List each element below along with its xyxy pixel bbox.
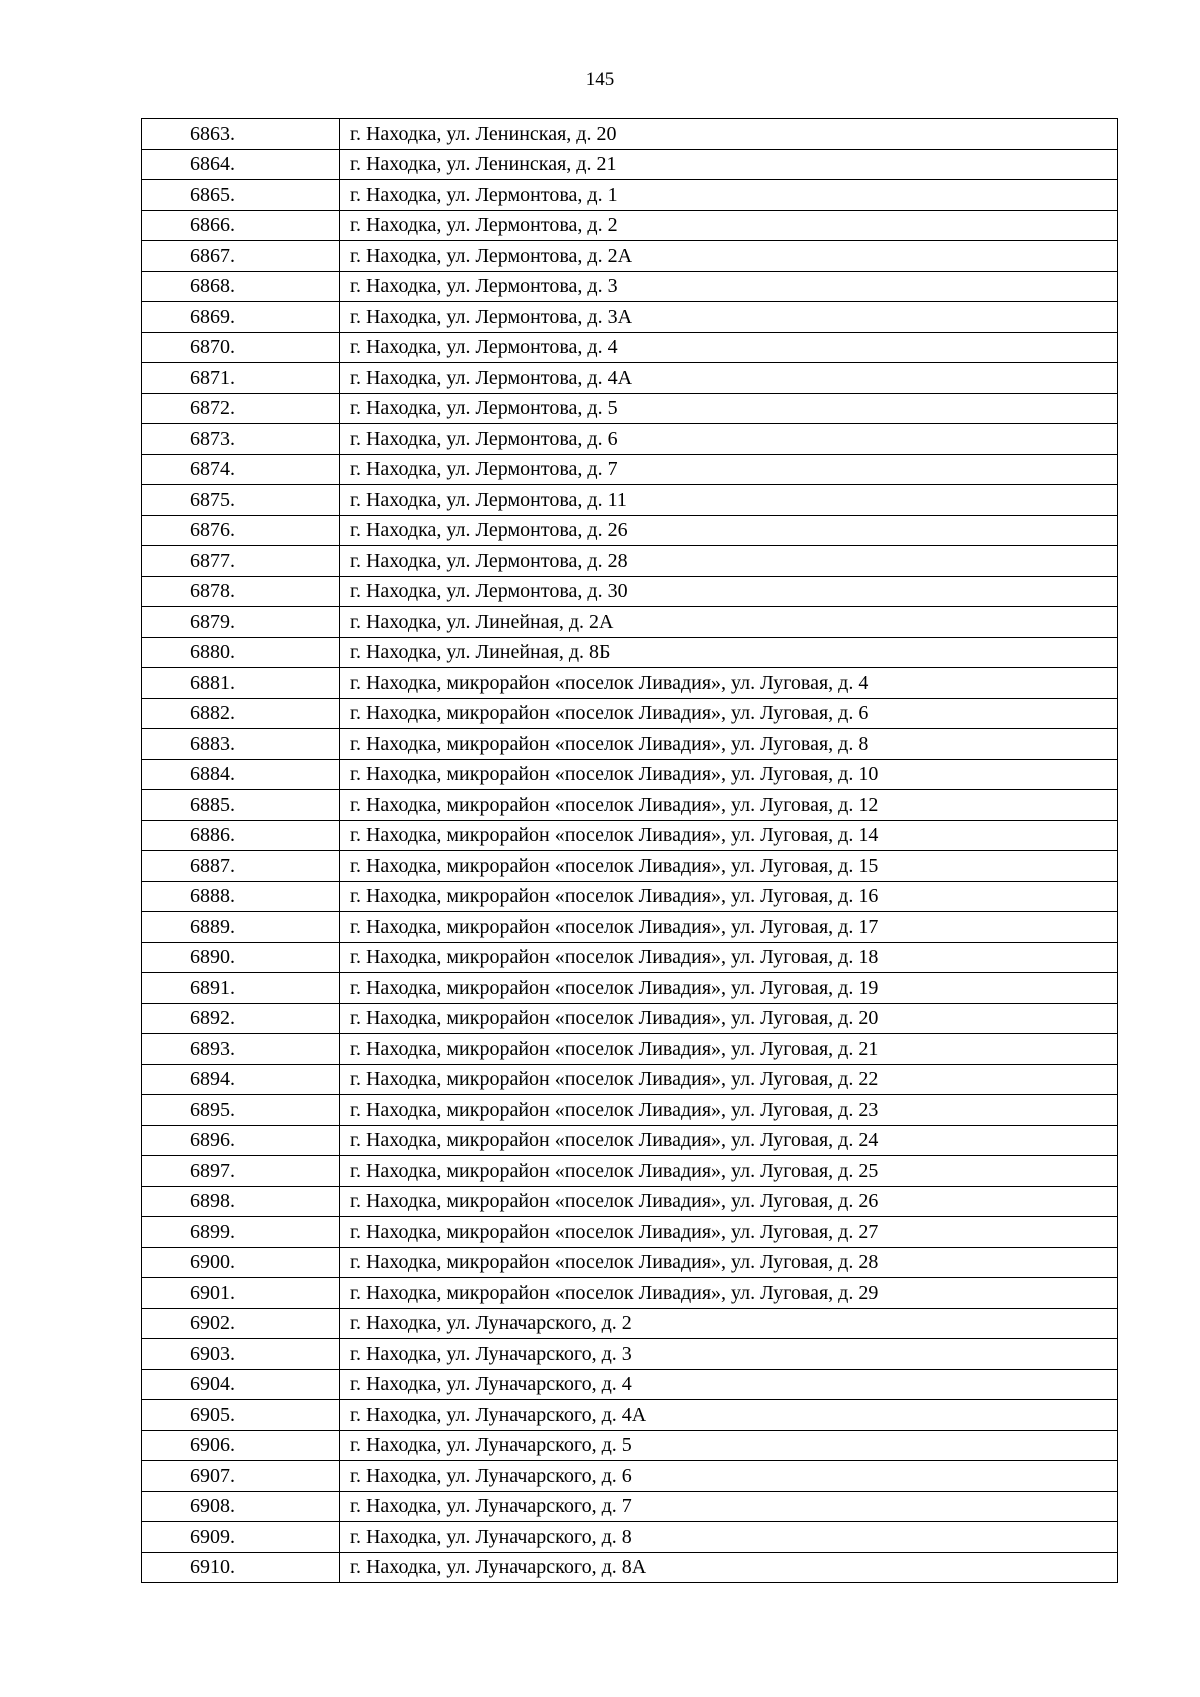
address-cell: г. Находка, микрорайон «поселок Ливадия», ул. Луговая, д. 20 (340, 1003, 1118, 1034)
address-cell: г. Находка, ул. Луначарского, д. 5 (340, 1430, 1118, 1461)
row-number-cell: 6885. (142, 790, 340, 821)
address-cell: г. Находка, микрорайон «поселок Ливадия», ул. Луговая, д. 19 (340, 973, 1118, 1004)
address-table-body (142, 119, 1118, 1583)
table-row (142, 607, 1118, 638)
table-row (142, 942, 1118, 973)
address-cell: г. Находка, ул. Линейная, д. 2А (340, 607, 1118, 638)
address-cell: г. Находка, ул. Лермонтова, д. 30 (340, 576, 1118, 607)
row-number-cell: 6879. (142, 607, 340, 638)
table-row (142, 515, 1118, 546)
table-row (142, 637, 1118, 668)
row-number-cell: 6876. (142, 515, 340, 546)
row-number-cell: 6909. (142, 1522, 340, 1553)
row-number-cell: 6869. (142, 302, 340, 333)
row-number-cell: 6883. (142, 729, 340, 760)
row-number-cell: 6901. (142, 1278, 340, 1309)
address-cell: г. Находка, микрорайон «поселок Ливадия», ул. Луговая, д. 15 (340, 851, 1118, 882)
address-cell: г. Находка, микрорайон «поселок Ливадия», ул. Луговая, д. 17 (340, 912, 1118, 943)
address-cell: г. Находка, микрорайон «поселок Ливадия», ул. Луговая, д. 10 (340, 759, 1118, 790)
row-number-cell: 6887. (142, 851, 340, 882)
table-row (142, 1552, 1118, 1583)
table-row (142, 393, 1118, 424)
table-row (142, 1278, 1118, 1309)
row-number-cell: 6867. (142, 241, 340, 272)
table-row (142, 820, 1118, 851)
row-number-cell: 6886. (142, 820, 340, 851)
row-number-cell: 6888. (142, 881, 340, 912)
row-number-cell: 6880. (142, 637, 340, 668)
address-cell: г. Находка, ул. Лермонтова, д. 4А (340, 363, 1118, 394)
row-number-cell: 6873. (142, 424, 340, 455)
row-number-cell: 6866. (142, 210, 340, 241)
row-number-cell: 6908. (142, 1491, 340, 1522)
row-number-cell: 6896. (142, 1125, 340, 1156)
address-cell: г. Находка, микрорайон «поселок Ливадия», ул. Луговая, д. 14 (340, 820, 1118, 851)
address-cell: г. Находка, ул. Лермонтова, д. 7 (340, 454, 1118, 485)
table-row (142, 271, 1118, 302)
table-row (142, 759, 1118, 790)
table-row (142, 302, 1118, 333)
table-row (142, 576, 1118, 607)
table-row (142, 1156, 1118, 1187)
table-row (142, 973, 1118, 1004)
table-row (142, 332, 1118, 363)
table-row (142, 1308, 1118, 1339)
row-number-cell: 6895. (142, 1095, 340, 1126)
table-row (142, 454, 1118, 485)
address-cell: г. Находка, микрорайон «поселок Ливадия», ул. Луговая, д. 23 (340, 1095, 1118, 1126)
address-cell: г. Находка, ул. Луначарского, д. 7 (340, 1491, 1118, 1522)
table-row (142, 149, 1118, 180)
address-cell: г. Находка, ул. Ленинская, д. 21 (340, 149, 1118, 180)
row-number-cell: 6871. (142, 363, 340, 394)
page-number: 145 (585, 69, 615, 90)
table-row (142, 1461, 1118, 1492)
row-number-cell: 6902. (142, 1308, 340, 1339)
address-cell: г. Находка, ул. Лермонтова, д. 4 (340, 332, 1118, 363)
table-row (142, 119, 1118, 150)
table-row (142, 485, 1118, 516)
table-row (142, 912, 1118, 943)
table-row (142, 881, 1118, 912)
row-number-cell: 6882. (142, 698, 340, 729)
address-cell: г. Находка, ул. Лермонтова, д. 2 (340, 210, 1118, 241)
address-cell: г. Находка, ул. Луначарского, д. 4 (340, 1369, 1118, 1400)
address-cell: г. Находка, микрорайон «поселок Ливадия», ул. Луговая, д. 21 (340, 1034, 1118, 1065)
address-cell: г. Находка, микрорайон «поселок Ливадия», ул. Луговая, д. 29 (340, 1278, 1118, 1309)
table-row (142, 1095, 1118, 1126)
address-cell: г. Находка, ул. Луначарского, д. 8 (340, 1522, 1118, 1553)
row-number-cell: 6900. (142, 1247, 340, 1278)
row-number-cell: 6892. (142, 1003, 340, 1034)
table-row (142, 1522, 1118, 1553)
address-cell: г. Находка, ул. Лермонтова, д. 26 (340, 515, 1118, 546)
row-number-cell: 6870. (142, 332, 340, 363)
table-row (142, 668, 1118, 699)
address-cell: г. Находка, ул. Лермонтова, д. 1 (340, 180, 1118, 211)
row-number-cell: 6868. (142, 271, 340, 302)
address-cell: г. Находка, ул. Луначарского, д. 4А (340, 1400, 1118, 1431)
row-number-cell: 6898. (142, 1186, 340, 1217)
address-cell: г. Находка, ул. Лермонтова, д. 6 (340, 424, 1118, 455)
table-row (142, 790, 1118, 821)
table-row (142, 729, 1118, 760)
address-cell: г. Находка, микрорайон «поселок Ливадия», ул. Луговая, д. 27 (340, 1217, 1118, 1248)
row-number-cell: 6878. (142, 576, 340, 607)
address-cell: г. Находка, ул. Лермонтова, д. 28 (340, 546, 1118, 577)
address-cell: г. Находка, ул. Луначарского, д. 6 (340, 1461, 1118, 1492)
row-number-cell: 6905. (142, 1400, 340, 1431)
row-number-cell: 6889. (142, 912, 340, 943)
table-row (142, 1339, 1118, 1370)
table-row (142, 1186, 1118, 1217)
table-row (142, 180, 1118, 211)
row-number-cell: 6907. (142, 1461, 340, 1492)
address-cell: г. Находка, микрорайон «поселок Ливадия», ул. Луговая, д. 24 (340, 1125, 1118, 1156)
address-cell: г. Находка, ул. Лермонтова, д. 3 (340, 271, 1118, 302)
address-cell: г. Находка, ул. Луначарского, д. 3 (340, 1339, 1118, 1370)
table-row (142, 1064, 1118, 1095)
address-cell: г. Находка, ул. Линейная, д. 8Б (340, 637, 1118, 668)
address-cell: г. Находка, ул. Луначарского, д. 2 (340, 1308, 1118, 1339)
address-cell: г. Находка, микрорайон «поселок Ливадия», ул. Луговая, д. 8 (340, 729, 1118, 760)
address-cell: г. Находка, микрорайон «поселок Ливадия», ул. Луговая, д. 16 (340, 881, 1118, 912)
address-cell: г. Находка, ул. Лермонтова, д. 2А (340, 241, 1118, 272)
table-row (142, 1034, 1118, 1065)
table-row (142, 1430, 1118, 1461)
table-row (142, 1369, 1118, 1400)
row-number-cell: 6893. (142, 1034, 340, 1065)
table-row (142, 241, 1118, 272)
address-cell: г. Находка, микрорайон «поселок Ливадия», ул. Луговая, д. 12 (340, 790, 1118, 821)
row-number-cell: 6872. (142, 393, 340, 424)
row-number-cell: 6864. (142, 149, 340, 180)
table-row (142, 1217, 1118, 1248)
address-cell: г. Находка, микрорайон «поселок Ливадия», ул. Луговая, д. 4 (340, 668, 1118, 699)
row-number-cell: 6904. (142, 1369, 340, 1400)
address-cell: г. Находка, ул. Лермонтова, д. 5 (340, 393, 1118, 424)
row-number-cell: 6890. (142, 942, 340, 973)
address-table (141, 118, 1118, 1583)
address-cell: г. Находка, микрорайон «поселок Ливадия», ул. Луговая, д. 6 (340, 698, 1118, 729)
table-row (142, 424, 1118, 455)
row-number-cell: 6903. (142, 1339, 340, 1370)
row-number-cell: 6910. (142, 1552, 340, 1583)
row-number-cell: 6881. (142, 668, 340, 699)
row-number-cell: 6877. (142, 546, 340, 577)
address-cell: г. Находка, ул. Лермонтова, д. 11 (340, 485, 1118, 516)
table-row (142, 1400, 1118, 1431)
row-number-cell: 6906. (142, 1430, 340, 1461)
row-number-cell: 6884. (142, 759, 340, 790)
row-number-cell: 6897. (142, 1156, 340, 1187)
address-cell: г. Находка, микрорайон «поселок Ливадия», ул. Луговая, д. 22 (340, 1064, 1118, 1095)
row-number-cell: 6875. (142, 485, 340, 516)
address-cell: г. Находка, микрорайон «поселок Ливадия», ул. Луговая, д. 26 (340, 1186, 1118, 1217)
address-cell: г. Находка, ул. Ленинская, д. 20 (340, 119, 1118, 150)
address-cell: г. Находка, ул. Луначарского, д. 8А (340, 1552, 1118, 1583)
row-number-cell: 6891. (142, 973, 340, 1004)
row-number-cell: 6865. (142, 180, 340, 211)
table-row (142, 1003, 1118, 1034)
table-row (142, 546, 1118, 577)
table-row (142, 1247, 1118, 1278)
row-number-cell: 6863. (142, 119, 340, 150)
row-number-cell: 6894. (142, 1064, 340, 1095)
address-cell: г. Находка, ул. Лермонтова, д. 3А (340, 302, 1118, 333)
table-row (142, 851, 1118, 882)
table-row (142, 1491, 1118, 1522)
table-row (142, 698, 1118, 729)
address-cell: г. Находка, микрорайон «поселок Ливадия», ул. Луговая, д. 18 (340, 942, 1118, 973)
table-row (142, 210, 1118, 241)
table-row (142, 1125, 1118, 1156)
row-number-cell: 6899. (142, 1217, 340, 1248)
address-cell: г. Находка, микрорайон «поселок Ливадия», ул. Луговая, д. 25 (340, 1156, 1118, 1187)
table-row (142, 363, 1118, 394)
row-number-cell: 6874. (142, 454, 340, 485)
address-cell: г. Находка, микрорайон «поселок Ливадия», ул. Луговая, д. 28 (340, 1247, 1118, 1278)
